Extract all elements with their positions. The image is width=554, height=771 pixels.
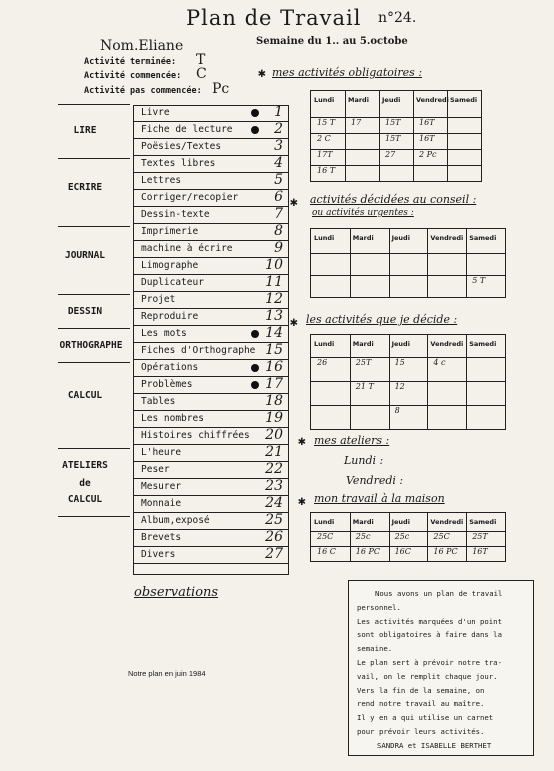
activity-row (133, 139, 289, 156)
grid-column-line (466, 229, 467, 297)
star-icon: ✱ (298, 494, 306, 509)
grid-cell: 16 PC (355, 547, 381, 556)
day-header: Mardi (352, 234, 374, 242)
grid-row-line (311, 381, 505, 382)
category-calcul: CALCUL (67, 390, 103, 401)
day-header: Lundi (314, 518, 335, 526)
activity-number: 24 (265, 495, 283, 511)
activity-row (133, 377, 289, 394)
activity-number: 18 (265, 393, 283, 409)
grid-cell: 21 T (355, 382, 374, 391)
activity-label: Les nombres (141, 413, 204, 424)
section-obligatory: mes activités obligatoires : (272, 66, 423, 79)
note-line: rend notre travail au maître. (357, 699, 485, 709)
category-divider (58, 226, 130, 227)
activity-row (133, 224, 289, 241)
grid-column-line (350, 229, 351, 297)
activity-number: 11 (265, 274, 283, 290)
category-divider (58, 294, 130, 295)
activity-row (133, 156, 289, 173)
activity-row (133, 173, 289, 190)
day-header: Jeudi (391, 234, 410, 242)
activity-number: 17 (265, 376, 283, 392)
category-divider (58, 448, 130, 449)
note-line: SANDRA et ISABELLE BERTHET (377, 740, 492, 750)
plan-number: n°24. (378, 10, 417, 26)
photo-caption: Notre plan en juin 1984 (128, 669, 206, 678)
activity-label: Les mots (141, 328, 187, 339)
activity-row (133, 275, 289, 292)
section-urgent: ou activités urgentes : (312, 208, 414, 218)
activity-label: Opérations (141, 362, 199, 373)
category-journal: JOURNAL (64, 250, 106, 261)
activity-label: Fiches d'Orthographe (141, 345, 256, 356)
grid-column-line (345, 91, 346, 181)
week-range: Semaine du 1.. au 5.octobe (256, 36, 408, 47)
grid-cell: 25C (317, 532, 334, 541)
grid-cell: 15 (394, 358, 405, 367)
activity-row (133, 428, 289, 445)
legend-notstarted: Activité pas commencée: (84, 86, 202, 96)
activity-number: 3 (274, 138, 283, 154)
category-ecrire: ECRIRE (67, 182, 103, 193)
grid-row-line (311, 405, 505, 406)
legend-done-code: T (196, 52, 206, 68)
activity-number: 26 (265, 529, 283, 545)
activity-label: Lettres (141, 175, 182, 186)
day-header: Vendredi (430, 518, 464, 526)
day-header: Jeudi (391, 340, 410, 348)
grid-column-line (413, 91, 414, 181)
grid-cell: 2 Pc (419, 150, 437, 159)
note-line: semaine. (357, 644, 393, 654)
section-my-choice: les activités que je décide : (306, 313, 458, 326)
activity-row (133, 513, 289, 530)
grid-cell: 2 C (317, 134, 331, 143)
legend-notstarted-code: Pc (212, 81, 230, 97)
day-header: Vendredi (430, 234, 464, 242)
activity-label: Textes libres (141, 158, 216, 169)
note-line: pour prévoir leurs activités. (357, 727, 485, 736)
star-icon: ✱ (258, 66, 266, 81)
category-calcul-2: CALCUL (67, 494, 103, 505)
activity-number: 2 (274, 121, 283, 137)
note-line: vail, on le remplit chaque jour. (357, 671, 498, 681)
activity-number: 22 (265, 461, 283, 477)
grid-cell: 25c (355, 532, 371, 541)
activity-label: Fiche de lecture (141, 124, 233, 135)
category-de: de (79, 478, 91, 489)
section-workshops: mes ateliers : (314, 434, 390, 447)
activity-row (133, 479, 289, 496)
activity-number: 14 (265, 325, 283, 341)
day-header: Samedi (469, 340, 497, 348)
grid-cell: 4 c (433, 358, 446, 367)
star-icon: ✱ (298, 434, 306, 449)
grid-row-line (311, 149, 481, 150)
grid-column-line (350, 513, 351, 561)
activity-label: L'heure (141, 447, 182, 458)
grid-cell: 25T (472, 532, 488, 541)
note-line: Il y en a qui utilise un carnet (357, 713, 494, 723)
grid-my-choice (310, 334, 506, 430)
legend-started-code: C (196, 66, 207, 82)
activity-number: 20 (265, 427, 283, 443)
activity-row (133, 258, 289, 275)
activity-number: 9 (274, 240, 283, 256)
day-header: Lundi (314, 234, 335, 242)
grid-column-line (389, 335, 390, 429)
section-council: activités décidées au conseil : (310, 193, 477, 206)
category-dessin: DESSIN (67, 306, 103, 317)
activity-label: Projet (141, 294, 176, 305)
grid-cell: 27 (385, 150, 396, 159)
activity-row (133, 190, 289, 207)
activity-number: 27 (265, 546, 283, 562)
page-title: Plan de Travail (186, 6, 362, 30)
grid-cell: 16 T (317, 166, 336, 175)
grid-column-line (350, 335, 351, 429)
activity-row (133, 241, 289, 258)
legend-done: Activité terminée: (84, 57, 177, 67)
activity-row (133, 394, 289, 411)
activity-row (133, 292, 289, 309)
grid-cell: 15 T (317, 118, 336, 127)
activity-label: Album,exposé (141, 515, 210, 526)
day-header: Jeudi (382, 96, 401, 104)
activity-label: Histoires chiffrées (141, 430, 250, 441)
section-homework: mon travail à la maison (314, 492, 445, 505)
grid-cell: 16 PC (433, 547, 458, 556)
activity-row (133, 309, 289, 326)
activity-label: Peser (141, 464, 170, 475)
student-name: Nom.Eliane (100, 38, 184, 54)
grid-council (310, 228, 506, 298)
activity-number: 8 (274, 223, 283, 239)
activity-number: 1 (274, 104, 283, 120)
note-line: sont obligatoires à faire dans la (357, 630, 502, 640)
category-divider (58, 158, 130, 159)
grid-cell: 15T (385, 118, 401, 127)
grid-cell: 16T (419, 134, 435, 143)
grid-cell: 16T (419, 118, 435, 127)
day-header: Samedi (450, 96, 478, 104)
day-header: Mardi (352, 340, 374, 348)
grid-column-line (379, 91, 380, 181)
grid-cell: 25C (433, 532, 450, 541)
activity-number: 15 (265, 342, 283, 358)
day-header: Jeudi (391, 518, 410, 526)
grid-cell: 17T (317, 150, 333, 159)
day-header: Lundi (314, 96, 335, 104)
grid-column-line (389, 229, 390, 297)
activity-number: 23 (265, 478, 283, 494)
activity-row (133, 207, 289, 224)
grid-column-line (427, 513, 428, 561)
activity-number: 7 (274, 206, 283, 222)
grid-column-line (466, 513, 467, 561)
category-divider (58, 104, 130, 105)
category-ateliers: ATELIERS (62, 460, 108, 471)
activity-label: Tables (141, 396, 176, 407)
obligatory-dot-icon (251, 364, 259, 372)
day-header: Samedi (469, 234, 497, 242)
activity-label: Dessin-texte (141, 209, 210, 220)
activity-number: 16 (265, 359, 283, 375)
activity-label: Monnaie (141, 498, 182, 509)
grid-cell: 16C (394, 547, 411, 556)
grid-cell: 25c (394, 532, 410, 541)
day-header: Samedi (469, 518, 497, 526)
category-orthographe: ORTHOGRAPHE (59, 340, 123, 351)
explanation-note (348, 580, 534, 756)
activity-number: 21 (265, 444, 283, 460)
category-divider (58, 328, 130, 329)
activity-row (133, 462, 289, 479)
observations-heading: observations (134, 585, 219, 600)
category-lire: LIRE (73, 125, 97, 136)
star-icon: ✱ (290, 195, 298, 210)
activity-number: 10 (265, 257, 283, 273)
activity-row (133, 547, 289, 564)
grid-cell: 16T (472, 547, 488, 556)
grid-cell: 15T (385, 134, 401, 143)
activity-number: 25 (265, 512, 283, 528)
activity-label: Limographe (141, 260, 199, 271)
day-header: Lundi (314, 340, 335, 348)
activity-label: Divers (141, 549, 176, 560)
grid-column-line (466, 335, 467, 429)
activity-row (133, 122, 289, 139)
grid-cell: 8 (394, 406, 400, 415)
activity-label: Livre (141, 107, 170, 118)
activity-number: 13 (265, 308, 283, 324)
activity-number: 4 (274, 155, 283, 171)
obligatory-dot-icon (251, 109, 259, 117)
workshop-monday: Lundi : (344, 454, 384, 467)
activity-number: 12 (265, 291, 283, 307)
obligatory-dot-icon (251, 126, 259, 134)
note-line: Nous avons un plan de travail (375, 589, 503, 598)
grid-column-line (389, 513, 390, 561)
activity-row (133, 411, 289, 428)
activity-number: 6 (274, 189, 283, 205)
activity-label: Mesurer (141, 481, 182, 492)
note-line: Vers la fin de la semaine, on (357, 685, 485, 695)
activity-row (133, 445, 289, 462)
grid-cell: 26 (317, 358, 328, 367)
category-divider (58, 362, 130, 363)
activity-row (133, 105, 289, 122)
activity-row (133, 343, 289, 360)
day-header: Mardi (352, 518, 374, 526)
workshop-friday: Vendredi : (346, 474, 404, 487)
activity-label: Corriger/recopier (141, 192, 239, 203)
activity-number: 5 (274, 172, 283, 188)
grid-cell: 17 (351, 118, 362, 127)
day-header: Vendredi (416, 96, 449, 104)
grid-cell: 16 C (317, 547, 336, 556)
note-line: Les activités marquées d'un point (357, 616, 502, 626)
activity-row (133, 360, 289, 377)
grid-obligatory (310, 90, 482, 182)
day-header: Vendredi (430, 340, 464, 348)
obligatory-dot-icon (251, 330, 259, 338)
activity-number: 19 (265, 410, 283, 426)
grid-row-line (311, 165, 481, 166)
activity-label: Reproduire (141, 311, 199, 322)
grid-cell: 25T (355, 358, 372, 367)
grid-cell: 5 T (472, 276, 486, 285)
grid-column-line (427, 229, 428, 297)
star-icon: ✱ (290, 315, 298, 330)
note-line: Le plan sert à prévoir notre tra- (357, 658, 502, 667)
activity-row (133, 530, 289, 547)
category-divider (58, 516, 130, 517)
note-line: personnel. (357, 602, 401, 612)
activity-label: Imprimerie (141, 226, 199, 237)
activity-label: machine à écrire (141, 243, 233, 254)
obligatory-dot-icon (251, 381, 259, 389)
activity-label: Brevets (141, 532, 182, 543)
activity-row (133, 326, 289, 343)
grid-column-line (427, 335, 428, 429)
legend-started: Activité commencée: (84, 71, 182, 81)
activity-label: Problèmes (141, 379, 193, 390)
day-header: Mardi (348, 96, 369, 104)
grid-cell: 12 (394, 382, 405, 391)
activity-label: Poësies/Textes (141, 141, 222, 152)
activity-label: Duplicateur (141, 277, 204, 288)
grid-homework (310, 512, 506, 562)
activity-row (133, 496, 289, 513)
